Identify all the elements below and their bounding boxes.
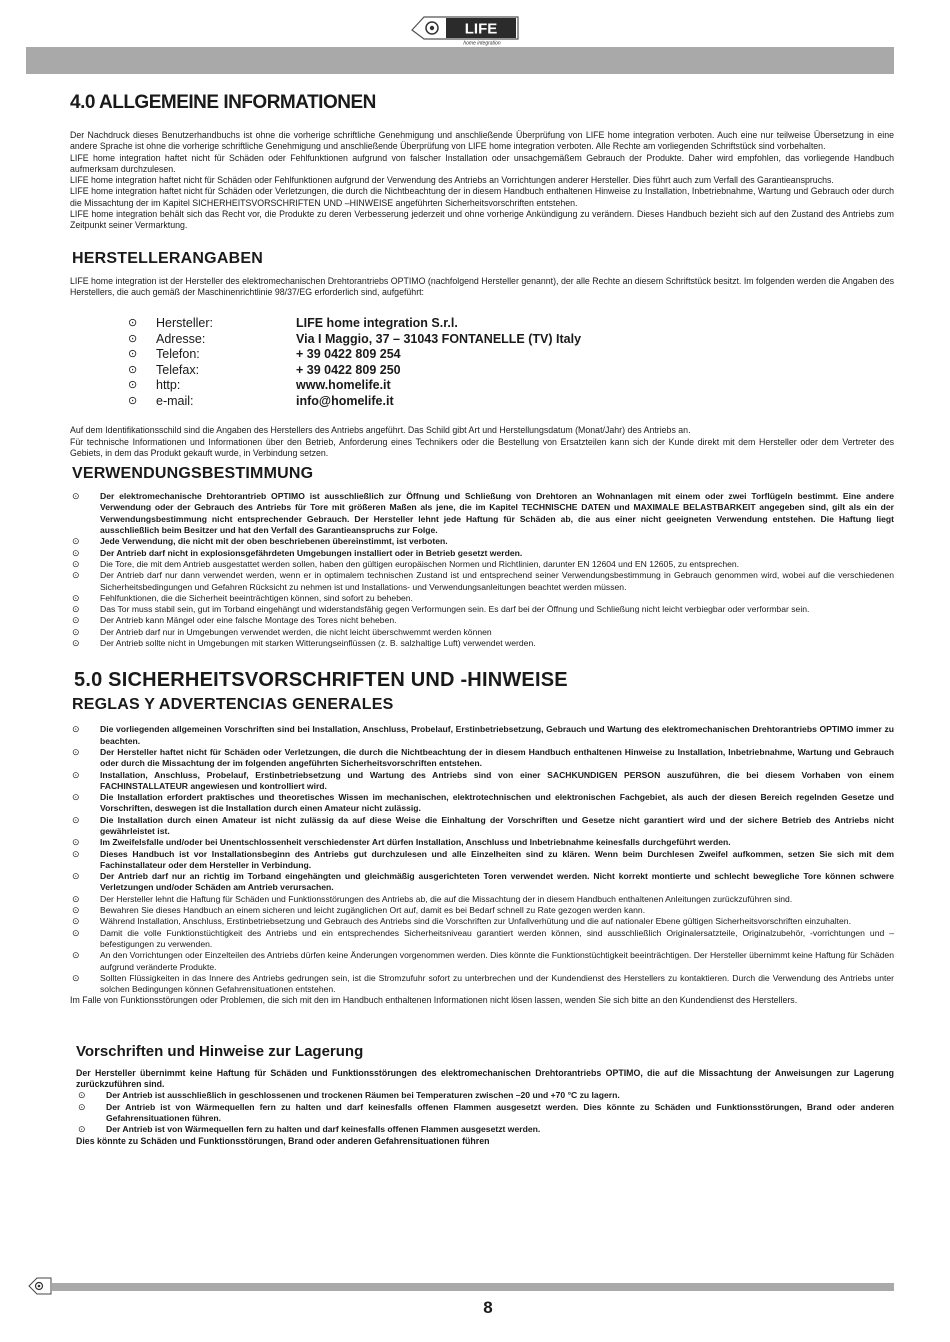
list-item <box>70 950 894 973</box>
list-item-text: Installation, Anschluss, Probelauf, Erstinbetriebsetzung und Wartung des Antriebs sind von einer SACHKUNDIGEN PERSON auszuführen, die bei diesem Vorhaben von einem FACHINSTALLATEUR angewiesen und kontrolliert wird. <box>100 769 894 791</box>
bullet-icon: ⊙ <box>72 927 80 938</box>
list-item-text: Bewahren Sie dieses Handbuch an einem sicheren und leicht zugänglichen Ort auf, damit es bei Bedarf schnell zu Rate gezogen werden kann. <box>100 905 646 916</box>
list-item-text: Der elektromechanische Drehtorantrieb OPTIMO ist ausschließlich zur Öffnung und Schließung von Drehtoren an Wohnanlagen mit einem oder zwei Torflügeln bestimmt. Eine andere Verwendung oder der Gebrauch des Antriebs für Tore mit größeren Maßen als jene, die im Kapitel TECHNISCHE DATEN und MAXIMALE BELASTBARKEIT angegeben sind, gilt als ein der Verwendungsbestimmung nicht entsprechender Gebrauch. Der Hersteller lehnt jede Haftung für Schäden ab, die aus einer nicht geeigneten Verwendung entstehen. Die Haftung liegt ausschließlich beim Besitzer und hat den Verfall des Garantieanspruchs zur Folge. <box>100 491 894 536</box>
list-item <box>70 871 894 894</box>
bullet-icon: ⊙ <box>72 848 80 859</box>
info-value: www.homelife.it <box>296 378 391 393</box>
list-item-text: Die Tore, die mit dem Antrieb ausgestattet werden sollen, haben den gültigen europäischen Normen und Richtlinien, darunter EN 12604 und EN 12605, zu entsprechen. <box>100 558 740 569</box>
section-5-closing: Im Falle von Funktionsstörungen oder Problemen, die sich mit den im Handbuch enthaltenen Informationen nicht lösen lassen, wenden Sie sich bitte an den Kundendienst des Herstellers. <box>70 995 798 1006</box>
bullet-icon: ⊙ <box>72 837 80 848</box>
list-item <box>70 849 894 872</box>
list-item <box>70 792 894 815</box>
bullet-icon: ⊙ <box>72 972 80 983</box>
intended-use-heading: VERWENDUNGSBESTIMMUNG <box>72 465 314 483</box>
bullet-icon: ⊙ <box>128 379 138 392</box>
bullet-icon: ⊙ <box>72 814 80 825</box>
list-item-text: Jede Verwendung, die nicht mit der oben beschriebenen übereinstimmt, ist verboten. <box>100 536 448 547</box>
manufacturer-intro: LIFE home integration ist der Hersteller des elektromechanischen Drehtorantriebs OPTIMO (nachfolgend Hersteller genannt), der alle Rechte an diesem Schriftstück besitzt. Im folgenden werden die Angaben des Herstellers, die auch gemäß der Maschinenrichtlinie 98/37/EG erforderlich sind, aufgeführt: <box>70 275 894 297</box>
list-item-text: Fehlfunktionen, die die Sicherheit beeinträchtigen können, sind sofort zu beheben. <box>100 592 413 603</box>
manufacturer-heading: HERSTELLERANGABEN <box>72 249 263 267</box>
manufacturer-outro: Auf dem Identifikationsschild sind die Angaben des Herstellers des Antriebs angeführt. Das Schild gibt Art und Herstellungsdatum (Monat/Jahr) des Antriebs an. <box>70 425 691 436</box>
list-item-text: Die Installation erfordert praktisches und theoretisches Wissen im mechanischen, elektrotechnischen und elektronischen Fachgebiet, als auch der diesen Bereich regelnden Gesetze und Vorschriften, deswegen ist die Installation durch einen Amateur nicht zulässig. <box>100 792 894 814</box>
bullet-icon: ⊙ <box>72 905 80 916</box>
section-4-title: 4.0 ALLGEMEINE INFORMATIONEN <box>70 92 376 113</box>
list-item-text: Die Installation durch einen Amateur ist nicht zulässig da auf diese Weise die Einhaltung der Vorschriften und Gesetze nicht garantiert wird und der sichere Betrieb des Antriebs nicht gewährleistet ist. <box>100 814 894 836</box>
section-5-subtitle: REGLAS Y ADVERTENCIAS GENERALES <box>72 696 394 714</box>
info-label: Telefon: <box>156 347 200 362</box>
list-item-text: Im Zweifelsfalle und/oder bei Unentschlossenheit verschiedenster Art dürfen Installation, Anschluss und Inbetriebnahme keinesfalls durchgeführt werden. <box>100 837 731 848</box>
bullet-icon: ⊙ <box>72 615 80 626</box>
bullet-icon: ⊙ <box>72 950 80 961</box>
list-item-text: Der Antrieb ist von Wärmequellen fern zu halten und darf keinesfalls offenen Flammen ausgesetzt werden. Dies könnte zu Schäden und Funktionsstörungen, Brand oder anderen Gefahrensituationen führen. <box>106 1101 894 1123</box>
bullet-icon: ⊙ <box>72 724 80 735</box>
bullet-icon: ⊙ <box>72 792 80 803</box>
list-item-text: Dieses Handbuch ist vor Installationsbeginn des Antriebs gut durchzulesen und alle Einzelheiten sind zu klären. Wenn beim Durchlesen Zweifel aufkommen, setzen Sie sich mit dem Fachinstallateur oder dem Hersteller in Verbindung. <box>100 848 894 870</box>
info-label: Adresse: <box>156 331 206 346</box>
list-item-text: Die vorliegenden allgemeinen Vorschriften sind bei Installation, Anschluss, Probelauf, Erstinbetriebsetzung, Gebrauch und Wartung des elektromechanischen Drehtorantriebs OPTIMO immer zu beachten. <box>100 724 894 746</box>
intended-use-list <box>70 491 894 649</box>
safety-list <box>70 724 894 995</box>
list-item <box>70 973 894 996</box>
logo-text: LIFE <box>464 20 498 38</box>
list-item <box>76 1102 894 1125</box>
list-item-text: Der Antrieb kann Mängel oder eine falsche Montage des Tores nicht beheben. <box>100 615 397 626</box>
info-value: + 39 0422 809 250 <box>296 362 401 377</box>
list-item <box>70 770 894 793</box>
bullet-icon: ⊙ <box>72 746 80 757</box>
bullet-icon: ⊙ <box>72 626 80 637</box>
info-value: info@homelife.it <box>296 393 394 408</box>
list-item-text: Der Antrieb darf nur dann verwendet werden, wenn er in optimalem technischen Zustand ist und entsprechend seiner Verwendungsbestimmung in Gebrauch genommen wird, wobei auf die verschiedenen Sicherheitsbedingungen und Gefahren Rücksicht zu nehmen ist und Installations- und Verwendungsanleitungen beachtet werden müssen. <box>100 570 894 592</box>
footer-bar <box>52 1283 894 1291</box>
bullet-icon: ⊙ <box>72 893 80 904</box>
info-label: Hersteller: <box>156 316 213 331</box>
list-item-text: Der Antrieb ist ausschließlich in geschlossenen und trockenen Räumen bei Temperaturen zwischen –20 und +70 °C zu lagern. <box>106 1090 620 1101</box>
bullet-icon: ⊙ <box>72 547 80 558</box>
storage-intro: Der Hersteller übernimmt keine Haftung für Schäden und Funktionsstörungen des elektromechanischen Drehtorantriebs OPTIMO, die auf die Missachtung der Anweisungen zur Lagerung zurückzuführen sind. <box>76 1067 894 1090</box>
storage-closing: Dies könnte zu Schäden und Funktionsstörungen, Brand oder anderen Gefahrensituationen führen <box>76 1135 490 1146</box>
list-item <box>76 1124 894 1135</box>
paragraph: LIFE home integration haftet nicht für Schäden oder Verletzungen, die durch die Nichtbeachtung der in diesem Handbuch enthaltenen Hinweise zu Installation, Inbetriebnahme, Wartung und Gebrauch oder durch die Missachtung der im Kapitel SICHERHEITSVORSCHRIFTEN UND –HINWEISE angeführten Sicherheitsvorschriften entstehen. <box>70 186 894 208</box>
page-number: 8 <box>483 1298 493 1317</box>
info-row <box>128 378 894 394</box>
list-item <box>70 615 894 626</box>
paragraph: LIFE home integration behält sich das Recht vor, die Produkte zu deren Verbesserung jederzeit und ohne vorherige Ankündigung zu verändern. Dieses Handbuch bezieht sich auf den Zustand des Antriebs zum Zeitpunkt seiner Vermarktung. <box>70 209 894 231</box>
paragraph: Der Nachdruck dieses Benutzerhandbuchs ist ohne die vorherige schriftliche Genehmigung und anschließende Überprüfung von LIFE home integration verboten. Auch eine nur teilweise Übersetzung in eine andere Sprache ist ohne die vorherige schriftliche Genehmigung und anschließende Überprüfung von LIFE home integration verboten. Alle Rechte am vorliegenden Schriftstück sind vorbehalten. <box>70 130 894 152</box>
storage-heading: Vorschriften und Hinweise zur Lagerung <box>76 1042 364 1060</box>
bullet-icon: ⊙ <box>128 332 138 345</box>
info-label: Telefax: <box>156 362 200 377</box>
bullet-icon: ⊙ <box>72 916 80 927</box>
page-content <box>70 92 894 1147</box>
info-row <box>128 363 894 379</box>
list-item-text: Das Tor muss stabil sein, gut im Torband eingehängt und widerstandsfähig gegen Verformungen sein. Es darf bei der Öffnung und Schließung nicht leicht verbiegbar oder verformbar sein. <box>100 604 810 615</box>
list-item-text: Der Hersteller lehnt die Haftung für Schäden und Funktionsstörungen des Antriebs ab, die auf die Missachtung der in diesem Handbuch enthaltenen Anleitungen zurückzuführen sind. <box>100 893 793 904</box>
list-item-text: Der Antrieb sollte nicht in Umgebungen mit starken Witterungseinflüssen (z. B. salzhaltige Luft) verwendet werden. <box>100 638 536 649</box>
list-item-text: An den Vorrichtungen oder Einzelteilen des Antriebs dürfen keine Änderungen vorgenommen werden. Dies könnte die Funktionstüchtigkeit beeinträchtigen. Der Hersteller übernimmt keine Haftung für Schäden aufgrund veränderte Produkte. <box>100 950 894 972</box>
manufacturer-info <box>128 316 894 409</box>
list-item-text: Damit die volle Funktionstüchtigkeit des Antriebs und ein entsprechendes Sicherheitsniveau garantiert werden können, sind ausschließlich Originalersatzteile, Originalzubehör, -vorrichtungen und –befestigungen zu verwenden. <box>100 927 894 949</box>
section-4-text <box>70 130 894 232</box>
list-item-text: Der Antrieb darf nur an richtig im Torband eingehängten und gleichmäßig ausgerichteten Toren verwendet werden. Nicht korrekt montierte und schlecht bewegliche Tore können schwere Verletzungen und/oder Schäden am Antrieb verursachen. <box>100 871 894 893</box>
bullet-icon: ⊙ <box>128 363 138 376</box>
info-row <box>128 394 894 410</box>
list-item <box>70 747 894 770</box>
bullet-icon: ⊙ <box>72 491 80 502</box>
paragraph: LIFE home integration haftet nicht für Schäden oder Fehlfunktionen aufgrund der Verwendung des Antriebs an Vorrichtungen anderer Hersteller. Dies führt auch zum Verfall des Garantieanspruchs. <box>70 175 834 186</box>
info-value: Via I Maggio, 37 – 31043 FONTANELLE (TV) Italy <box>296 331 582 346</box>
list-item-text: Der Antrieb ist von Wärmequellen fern zu halten und darf keinesfalls offenen Flammen ausgesetzt werden. <box>106 1124 541 1135</box>
list-item <box>70 815 894 838</box>
list-item <box>70 548 894 559</box>
bullet-icon: ⊙ <box>72 604 80 615</box>
list-item <box>70 559 894 570</box>
storage-list <box>76 1090 894 1135</box>
info-value: LIFE home integration S.r.l. <box>296 316 458 331</box>
list-item <box>70 593 894 604</box>
list-item <box>70 627 894 638</box>
list-item <box>70 570 894 593</box>
logo-subtext: home integration <box>463 40 501 46</box>
bullet-icon: ⊙ <box>78 1124 86 1135</box>
list-item-text: Der Hersteller haftet nicht für Schäden oder Verletzungen, die durch die Nichtbeachtung der in diesem Handbuch enthaltenen Hinweise zu Installation, Inbetriebnahme, Wartung und Gebrauch oder durch die Missachtung der im folgenden angeführten Sicherheitsvorschriften entstehen. <box>100 746 894 769</box>
list-item <box>70 491 894 536</box>
list-item <box>70 536 894 547</box>
info-label: http: <box>156 378 181 393</box>
bullet-icon: ⊙ <box>128 317 138 330</box>
section-5-title: 5.0 SICHERHEITSVORSCHRIFTEN UND -HINWEISE <box>74 669 568 692</box>
life-logo <box>410 14 522 46</box>
list-item <box>70 928 894 951</box>
list-item-text: Sollten Flüssigkeiten in das Innere des Antriebs gedrungen sein, ist die Stromzufuhr sofort zu unterbrechen und der Kundendienst des Herstellers zu kontaktieren. Durch die Verwendung des Antriebs unter solchen Bedingungen können Gefahrensituationen entstehen. <box>100 972 894 995</box>
info-label: e-mail: <box>156 393 194 408</box>
info-row <box>128 316 894 332</box>
list-item <box>76 1090 894 1101</box>
bullet-icon: ⊙ <box>128 394 138 407</box>
storage-block <box>70 1068 894 1147</box>
list-item <box>70 638 894 649</box>
paragraph: LIFE home integration haftet nicht für Schäden oder Fehlfunktionen aufgrund von falscher Installation oder unsachgemäßem Gebrauch der Produkte. Daher wird empfohlen, das vorliegende Handbuch aufmerksam durchzulesen. <box>70 152 894 174</box>
list-item-text: Der Antrieb darf nur in Umgebungen verwendet werden, die nicht leicht überschwemmt werden können <box>100 626 492 637</box>
list-item <box>70 894 894 905</box>
list-item <box>70 837 894 848</box>
bullet-icon: ⊙ <box>72 638 80 649</box>
info-row <box>128 332 894 348</box>
info-value: + 39 0422 809 254 <box>296 347 401 362</box>
header-bar <box>26 47 894 74</box>
info-row <box>128 347 894 363</box>
list-item <box>70 724 894 747</box>
list-item <box>70 905 894 916</box>
bullet-icon: ⊙ <box>72 871 80 882</box>
bullet-icon: ⊙ <box>72 536 80 547</box>
bullet-icon: ⊙ <box>72 769 80 780</box>
list-item-text: Der Antrieb darf nicht in explosionsgefährdeten Umgebungen installiert oder in Betrieb gesetzt werden. <box>100 547 523 558</box>
list-item <box>70 916 894 927</box>
footer-logo-icon <box>27 1276 53 1296</box>
bullet-icon: ⊙ <box>78 1101 86 1112</box>
manufacturer-outro: Für technische Informationen und Informationen über den Betrieb, Anforderung eines Technikers oder die Bestellung von Ersatzteilen kann sich der Kunde direkt mit dem Hersteller oder dem Vertreter des Gebiets, in dem das Produkt gekauft wurde, in Verbindung setzen. <box>70 436 894 458</box>
list-item-text: Während Installation, Anschluss, Erstinbetriebsetzung und Gebrauch des Antriebs sind die Vorschriften zur Unfallverhütung und die auf nationaler Ebene gültigen Sicherheitsvorschriften einzuhalten. <box>100 916 851 927</box>
bullet-icon: ⊙ <box>72 558 80 569</box>
bullet-icon: ⊙ <box>72 592 80 603</box>
bullet-icon: ⊙ <box>72 570 80 581</box>
bullet-icon: ⊙ <box>128 348 138 361</box>
list-item <box>70 604 894 615</box>
bullet-icon: ⊙ <box>78 1090 86 1101</box>
